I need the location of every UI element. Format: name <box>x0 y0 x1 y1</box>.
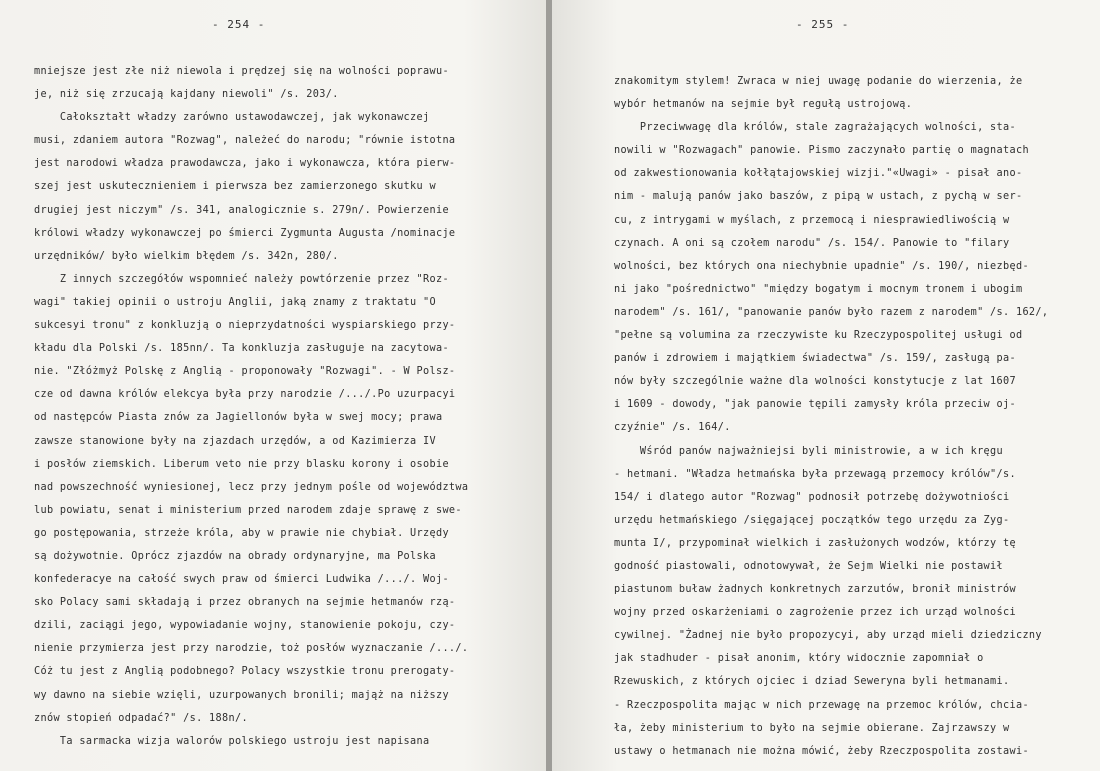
text-line: znów stopień odpadać?" /s. 188n/. <box>34 712 248 724</box>
text-line: nowili w "Rozwagach" panowie. Pismo zaczynało partię o magnatach <box>614 145 1029 157</box>
right-page-text <box>614 70 1072 763</box>
text-line: od następców Piasta znów za Jagiellonów była w swej mocy; prawa <box>34 412 443 424</box>
text-line: jak stadhuder - pisał anonim, który widocznie zapomniał o <box>614 653 984 665</box>
text-line: musi, zdaniem autora "Rozwag", należeć do narodu; "równie istotna <box>34 135 456 147</box>
text-line: wojny przed oskarżeniami o zagrożenie przez ich urząd wolności <box>614 607 1016 619</box>
text-line: narodem" /s. 161/, "panowanie panów było razem z narodem" /s. 162/, <box>614 306 1049 318</box>
text-line: ni jako "pośrednictwo" "między bogatym i mocnym tronem i ubogim <box>614 283 1023 295</box>
text-line: wy dawno na siebie wzięli, uzurpowanych bronili; mająż na niższy <box>34 689 449 701</box>
text-line: cu, z intrygami w myślach, z przemocą i niesprawiedliwością w <box>614 214 1010 226</box>
text-line: lub powiatu, senat i ministerium przed narodem zdaje sprawę z swe- <box>34 504 462 516</box>
text-line: zawsze stanowione były na zjazdach urzędów, a od Kazimierza IV <box>34 435 436 447</box>
text-line: cze od dawna królów elekcya była przy narodzie /.../.Po uzurpacyi <box>34 389 456 401</box>
text-line: nie. "Złóżmyż Polskę z Anglią - proponowały "Rozwagi". - W Polsz- <box>34 366 456 378</box>
text-line: wagi" takiej opinii o ustroju Anglii, jaką znamy z traktatu "O <box>34 296 436 308</box>
text-line: munta I/, przypominał wielkich i zasłużonych wodzów, którzy tę <box>614 537 1016 549</box>
text-line: szej jest uskutecznieniem i pierwsza bez zamierzonego skutku w <box>34 181 436 193</box>
left-page-number: - 254 - <box>212 18 266 31</box>
text-line: i posłów ziemskich. Liberum veto nie przy blasku korony i osobie <box>34 458 449 470</box>
text-line: wolności, bez których ona niechybnie upadnie" /s. 190/, niezbęd- <box>614 260 1029 272</box>
text-line: nienie przymierza jest przy narodzie, toż posłów wyznaczanie /.../. <box>34 643 469 655</box>
text-line: nów były szczególnie ważne dla wolności konstytucje z lat 1607 <box>614 376 1016 388</box>
text-line: jest narodowi władza prawodawcza, jako i wykonawcza, która pierw- <box>34 158 456 170</box>
text-line: Rzewuskich, z których ojciec i dziad Seweryna byli hetmanami. <box>614 676 1010 688</box>
text-line: Z innych szczegółów wspomnieć należy powtórzenie przez "Roz- <box>34 273 449 285</box>
text-line: czynach. A oni są czołem narodu" /s. 154/. Panowie to "filary <box>614 237 1010 249</box>
text-line: piastunom buław żadnych konkretnych zarzutów, bronił ministrów <box>614 584 1016 596</box>
text-line: Przeciwwagę dla królów, stale zagrażających wolności, sta- <box>614 122 1016 134</box>
text-line: 154/ i dlatego autor "Rozwag" podnosił potrzebę dożywotniości <box>614 491 1010 503</box>
text-line: "pełne są volumina za rzeczywiste ku Rzeczypospolitej usługi od <box>614 330 1023 342</box>
text-line: nim - malują panów jako baszów, z pipą w ustach, z pychą w ser- <box>614 191 1023 203</box>
left-page <box>0 0 546 771</box>
right-page-number: - 255 - <box>796 18 850 31</box>
text-line: czyźnie" /s. 164/. <box>614 422 731 434</box>
text-line: konfederacye na całość swych praw od śmierci Ludwika /.../. Woj- <box>34 574 449 586</box>
text-line: Ta sarmacka wizja walorów polskiego ustroju jest napisana <box>34 735 430 747</box>
text-line: są dożywotnie. Oprócz zjazdów na obrady ordynaryjne, ma Polska <box>34 550 436 562</box>
text-line: Całokształt władzy zarówno ustawodawczej, jak wykonawczej <box>34 112 430 124</box>
text-line: królowi władzy wykonawczej po śmierci Zygmunta Augusta /nominacje <box>34 227 456 239</box>
right-page <box>552 0 1100 771</box>
text-line: godność piastowali, odnotowywał, że Sejm Wielki nie postawił <box>614 560 1004 572</box>
text-line: mniejsze jest złe niż niewola i prędzej się na wolności poprawu- <box>34 66 449 77</box>
text-line: - hetmani. "Władza hetmańska była przewagą przemocy królów"/s. <box>614 468 1016 480</box>
text-line: kładu dla Polski /s. 185nn/. Ta konkluzja zasługuje na zacytowa- <box>34 343 449 355</box>
text-line: panów i zdrowiem i majątkiem świadectwa" /s. 159/, zasługą pa- <box>614 353 1016 365</box>
text-line: drugiej jest niczym" /s. 341, analogicznie s. 279n/. Powierzenie <box>34 204 449 216</box>
left-page-text <box>34 60 486 753</box>
text-line: wybór hetmanów na sejmie był regułą ustrojową. <box>614 99 913 111</box>
text-line: od zakwestionowania kołłątajowskiej wizji."«Uwagi» - pisał ano- <box>614 168 1023 180</box>
text-line: urzędników/ było wielkim błędem /s. 342n, 280/. <box>34 250 339 262</box>
text-line: urzędu hetmańskiego /sięgającej początków tego urzędu za Zyg- <box>614 514 1010 526</box>
text-line: go postępowania, strzeże króla, aby w prawie nie chybiał. Urzędy <box>34 527 449 539</box>
text-line: dzili, zaciągi jego, wypowiadanie wojny, stanowienie pokoju, czy- <box>34 620 456 632</box>
text-line: cywilnej. "Żadnej nie było propozycyi, aby urząd mieli dziedziczny <box>614 630 1042 642</box>
text-line: ustawy o hetmanach nie można mówić, żeby Rzeczpospolita zostawi- <box>614 745 1029 757</box>
text-line: Wśród panów najważniejsi byli ministrowie, a w ich kręgu <box>614 445 1004 457</box>
text-line: sko Polacy sami składają i przez obranych na sejmie hetmanów rzą- <box>34 597 456 609</box>
text-line: i 1609 - dowody, "jak panowie tępili zamysły króla przeciw oj- <box>614 399 1016 411</box>
text-line: ła, żeby ministerium to było na sejmie obierane. Zajrzawszy w <box>614 722 1010 734</box>
text-line: sukcesyi tronu" z konkluzją o nieprzydatności wyspiarskiego przy- <box>34 320 456 332</box>
text-line: Cóż tu jest z Anglią podobnego? Polacy wszystkie tronu prerogaty- <box>34 666 456 678</box>
text-line: je, niż się zrzucają kajdany niewoli" /s. 203/. <box>34 89 339 101</box>
text-line: - Rzeczpospolita mając w nich przewagę na przemoc królów, chcia- <box>614 699 1029 711</box>
text-line: nad powszechność wyniesionej, lecz przy jednym pośle od województwa <box>34 481 469 493</box>
text-line: znakomitym stylem! Zwraca w niej uwagę podanie do wierzenia, że <box>614 76 1023 87</box>
